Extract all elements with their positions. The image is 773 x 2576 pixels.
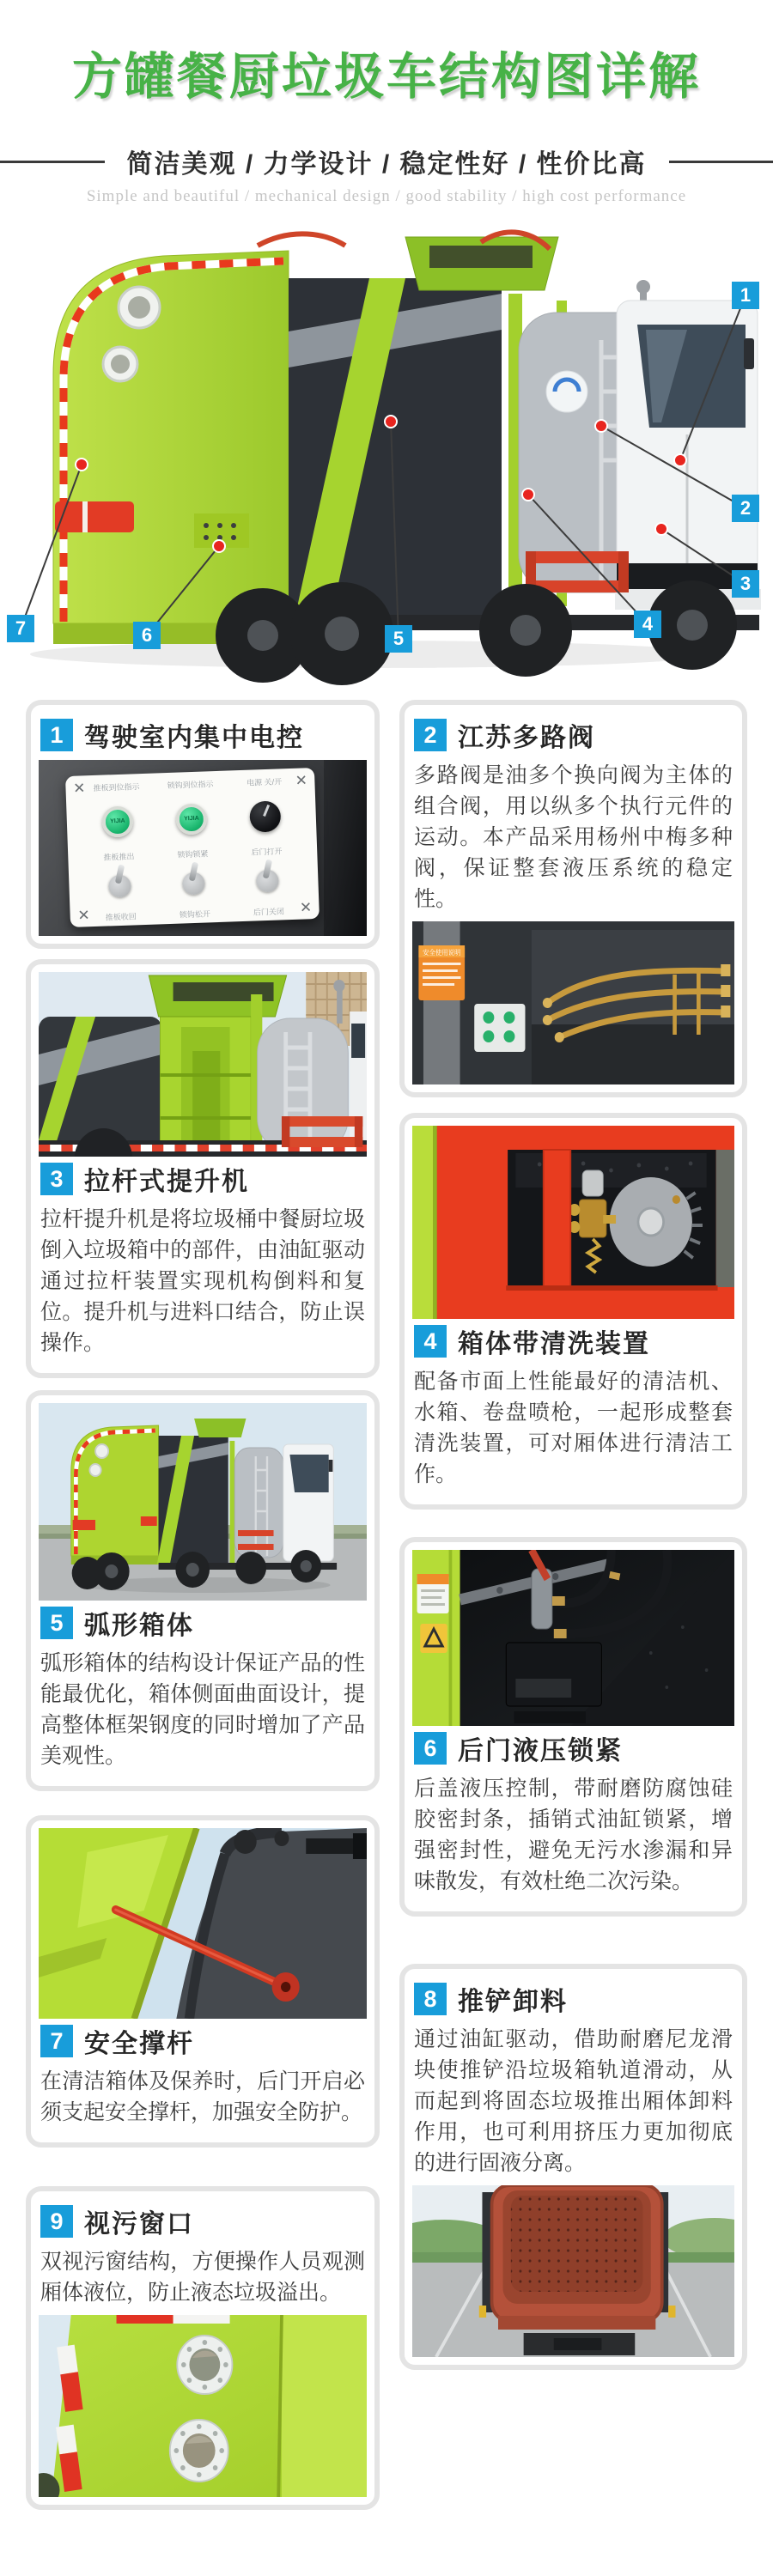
toggle-switch: [109, 875, 132, 898]
section-title: 江苏多路阀: [458, 724, 595, 752]
section-title: 后门液压锁紧: [458, 1737, 623, 1765]
valve-bank-illustration: [412, 921, 734, 1084]
rear-lock-illustration: [412, 1550, 734, 1726]
card-cab-electric-control: [26, 700, 380, 949]
card-safety-support-rod: [26, 1815, 380, 2148]
section-number-badge: 5: [40, 1607, 73, 1639]
panel-label: 后门打开: [251, 847, 283, 857]
page-header: [0, 0, 773, 206]
washing-pump-photo: [412, 1126, 734, 1319]
hero-callout-1: 1: [732, 282, 759, 309]
section-number-badge: 6: [414, 1732, 447, 1765]
power-knob: [250, 801, 282, 833]
porthole-illustration: [39, 2315, 367, 2497]
page-subtitle-en: Simple and beautiful / mechanical design / good stability / high cost performance: [86, 187, 687, 205]
panel-label: 推板到位指示: [93, 782, 141, 793]
button-text: YIJIA: [110, 818, 126, 825]
full-truck-illustration: [39, 1403, 367, 1601]
section-title: 驾驶室内集中电控: [84, 724, 304, 752]
panel-label: 后门关闭: [253, 907, 285, 918]
porthole-photo: [39, 2315, 367, 2497]
section-title: 拉杆式提升机: [84, 1168, 249, 1196]
divider-line-left: [0, 161, 105, 163]
hero-callout-7: 7: [7, 615, 34, 642]
control-panel-plate: [65, 768, 320, 927]
lifter-illustration: [39, 972, 367, 1157]
panel-label: 锁钩锁紧: [177, 849, 209, 860]
lifter-photo: [39, 972, 367, 1157]
page-subtitle: 简洁美观 / 力学设计 / 稳定性好 / 性价比高: [126, 150, 647, 179]
subtitle-row: [0, 143, 773, 180]
section-title: 安全撑杆: [84, 2030, 194, 2058]
section-body: 通过油缸驱动，借助耐磨尼龙滑块使推铲沿垃圾箱轨道滑动，从而起到将固态垃圾推出厢体卸料作用，也可利用挤压力更加彻底的进行固液分离。: [414, 2027, 733, 2175]
card-header: [40, 1160, 365, 1198]
card-push-plate-unloading: [399, 1964, 747, 2370]
washing-pump-illustration: [412, 1126, 734, 1319]
card-header: [414, 1980, 733, 2018]
section-body: 拉杆提升机是将垃圾桶中餐厨垃圾倒入垃圾箱中的部件，由油缸驱动通过拉杆装置实现机构倒料和复位。提升机与进料口结合，防止误操作。: [40, 1207, 365, 1355]
hero-callout-6: 6: [133, 622, 161, 649]
button-text: YIJIA: [184, 816, 200, 823]
panel-column-reardoor: [228, 772, 308, 919]
hero-callout-3: 3: [732, 570, 759, 598]
valve-bank-photo: [412, 921, 734, 1084]
section-body: 双视污窗结构，方便操作人员观测厢体液位，防止液态垃圾溢出。: [40, 2250, 365, 2305]
safety-sticker-label: 安全使用说明: [423, 948, 461, 957]
hero-callout-5: 5: [385, 625, 412, 653]
divider-line-right: [669, 161, 773, 163]
section-number-badge: 9: [40, 2205, 73, 2238]
card-rear-door-hydraulic-lock: [399, 1537, 747, 1917]
card-pull-rod-lifter: [26, 959, 380, 1378]
screw-icon: ✕: [73, 780, 87, 798]
card-arc-tank: [26, 1390, 380, 1791]
panel-label: 推板推出: [103, 852, 135, 862]
open-box-photo: [412, 2185, 734, 2357]
section-body: 配备市面上性能最好的清洁机、水箱、卷盘喷枪，一起形成整套清洗装置，可对厢体进行清洁工作。: [414, 1370, 733, 1486]
section-title: 箱体带清洗装置: [458, 1330, 650, 1358]
section-title: 推铲卸料: [458, 1988, 568, 2016]
full-truck-photo: [39, 1403, 367, 1601]
section-number-badge: 7: [40, 2025, 73, 2057]
open-box-illustration: [412, 2185, 734, 2357]
section-number-badge: 3: [40, 1163, 73, 1195]
panel-label: 锁钩到位指示: [167, 780, 215, 791]
screw-icon: ✕: [295, 772, 308, 790]
rear-lock-photo: [412, 1550, 734, 1726]
toggle-switch: [257, 870, 280, 893]
card-header: [40, 2022, 365, 2060]
card-multiway-valve: [399, 700, 747, 1097]
card-washing-device: [399, 1113, 747, 1510]
panel-label: 推板收回: [106, 912, 137, 923]
section-number-badge: 8: [414, 1983, 447, 2015]
card-sight-window: [26, 2186, 380, 2510]
support-rod-illustration: [39, 1828, 367, 2019]
control-panel-photo: [39, 760, 367, 936]
feature-cards: [26, 700, 773, 2510]
panel-column-pushplate: [80, 781, 159, 924]
section-number-badge: 1: [40, 719, 73, 751]
truck-structure-diagram: [0, 211, 773, 688]
screw-icon: ✕: [77, 907, 91, 924]
panel-label: 锁钩松开: [180, 909, 211, 920]
panel-label: 电源 关/开: [247, 777, 283, 788]
card-header: [414, 1729, 733, 1767]
green-indicator-button: [102, 806, 134, 838]
hero-callout-2: 2: [732, 495, 759, 522]
card-header: [40, 716, 365, 754]
section-title: 弧形箱体: [84, 1612, 194, 1640]
right-column: [399, 700, 747, 2510]
section-title: 视污窗口: [84, 2210, 194, 2239]
panel-column-lockhook: [154, 778, 233, 921]
section-number-badge: 4: [414, 1325, 447, 1358]
section-body: 后盖液压控制，带耐磨防腐蚀硅胶密封条，插销式油缸锁紧，增强密封性，避免无污水渗漏和异味散发，有效杜绝二次污染。: [414, 1777, 733, 1893]
card-header: [414, 1322, 733, 1360]
left-column: [26, 700, 380, 2510]
page-title: 方罐餐厨垃圾车结构图详解: [71, 49, 701, 105]
card-header: [40, 1604, 365, 1642]
section-number-badge: 2: [414, 719, 447, 751]
screw-icon: ✕: [299, 899, 313, 916]
hero-callout-4: 4: [634, 611, 661, 638]
toggle-switch: [183, 872, 206, 896]
card-header: [414, 716, 733, 754]
plastic-sheet: [324, 760, 367, 936]
green-indicator-button: [176, 804, 208, 835]
section-body: 多路阀是油多个换向阀为主体的组合阀，用以纵多个执行元件的运动。本产品采用杨州中梅多种阀，保证整套液压系统的稳定性。: [414, 763, 733, 911]
card-header: [40, 2202, 365, 2240]
section-body: 在清洁箱体及保养时，后门开启必须支起安全撑杆，加强安全防护。: [40, 2069, 365, 2124]
support-rod-photo: [39, 1828, 367, 2019]
section-body: 弧形箱体的结构设计保证产品的性能最优化，箱体侧面曲面设计，提高整体框架钢度的同时增加了产品美观性。: [40, 1651, 365, 1768]
